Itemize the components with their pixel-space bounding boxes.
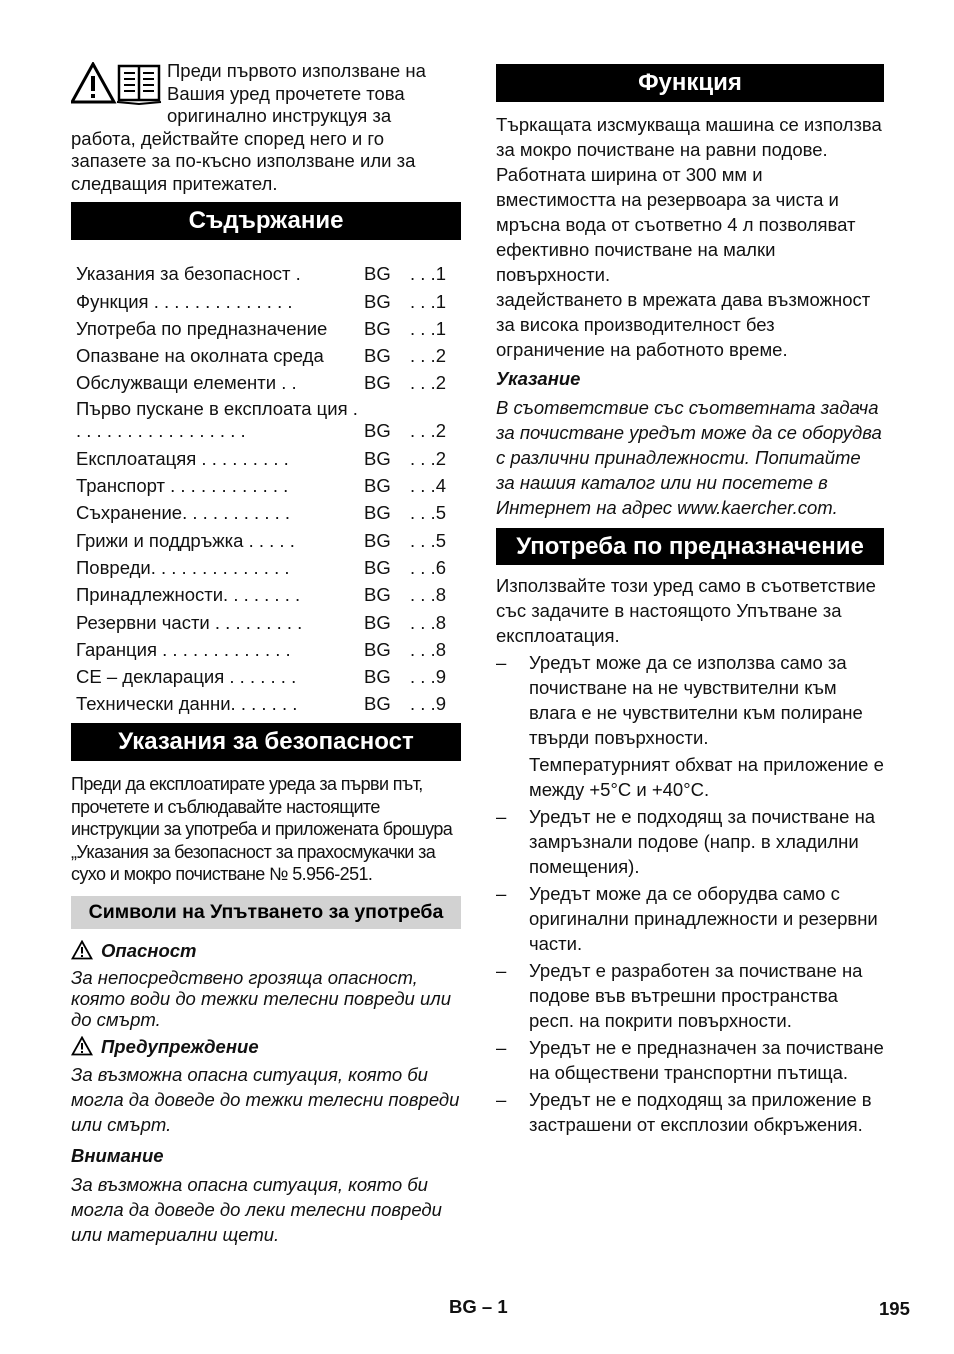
toc-code: BG	[364, 556, 391, 578]
toc-page: . . .9	[410, 693, 446, 715]
toc-code: BG	[364, 372, 391, 394]
caution-text: За възможна опасна ситуация, която би могла да доведе до леки телесни повреди или материални щети.	[71, 1173, 442, 1245]
toc-page: . . .5	[410, 502, 446, 524]
danger-label-row	[71, 938, 461, 963]
list-item	[496, 1087, 884, 1137]
toc-code: BG	[364, 263, 391, 285]
danger-text: За непосредствено грозяща опасност, която води до тежки телесни повреди или до смърт.	[71, 966, 451, 1030]
dash-bullet: –	[496, 883, 507, 904]
caution-label: Внимание	[71, 1144, 164, 1166]
warning-label: Предупреждение	[101, 1035, 259, 1057]
list-item	[496, 804, 884, 879]
toc-title: Съхранение. . . . . . . . . . .	[76, 502, 291, 524]
toc-page: . . .6	[410, 556, 446, 578]
symbols-heading: Символи на Упътването за употреба	[71, 896, 461, 929]
left-column	[71, 60, 461, 1247]
toc-page: . . .8	[410, 584, 446, 606]
toc-code: BG	[364, 529, 391, 551]
toc-title: Резервни части . . . . . . . . .	[76, 611, 303, 633]
intro-text: Преди първото използване на Вашия уред прочетете това оригинално инструкцуя за работа, действайте според него и го запазете за по-късно използване или за следващия притежател.	[71, 60, 426, 194]
toc-row[interactable]	[71, 661, 461, 688]
warning-and-manual-icons	[71, 62, 163, 106]
list-item	[496, 958, 884, 1033]
function-heading: Функция	[496, 64, 884, 102]
toc-row[interactable]	[71, 394, 461, 442]
toc-code: BG	[364, 345, 391, 367]
toc-row[interactable]	[71, 258, 461, 285]
toc-code: BG	[364, 502, 391, 524]
footer-language-page: BG – 1	[449, 1296, 508, 1317]
toc-title: Първо пускане в експлоата ция . . . . . . . . . . . . . . . . . .	[76, 398, 358, 442]
function-para-2: Работната ширина от 300 мм и вместимостта на резервоара за чиста и мръсна вода от съответно 4 л позволяват ефективно почистване на малки повърхности.	[496, 164, 856, 285]
dash-bullet: –	[496, 960, 507, 981]
toc-page: . . .5	[410, 529, 446, 551]
right-column	[496, 60, 884, 1139]
toc-code: BG	[364, 420, 391, 442]
toc-row[interactable]	[71, 285, 461, 312]
toc-row[interactable]	[71, 313, 461, 340]
toc-row[interactable]	[71, 688, 461, 715]
list-item-text: Уредът е разработен за почистване на подове във вътрешни пространства респ. на покрити повърхности.	[529, 960, 863, 1031]
list-item	[496, 881, 884, 956]
toc-page: . . .2	[410, 372, 446, 394]
toc-page: . . .2	[410, 345, 446, 367]
toc-code: BG	[364, 611, 391, 633]
toc-row[interactable]	[71, 470, 461, 497]
toc-row[interactable]	[71, 340, 461, 367]
intended-use-intro: Използвайте този уред само в съответствие със задачите в настоящото Упътване за експлоатация.	[496, 575, 876, 646]
toc-page: . . .8	[410, 611, 446, 633]
list-item	[496, 650, 884, 750]
toc-code: BG	[364, 584, 391, 606]
contents-heading: Съдържание	[71, 202, 461, 240]
warning-label-row	[71, 1034, 461, 1059]
function-para-3: задействането в мрежата дава възможност за висока производителност без ограничение на работното време.	[496, 289, 871, 360]
warning-triangle-icon	[72, 64, 114, 102]
toc-row[interactable]	[71, 552, 461, 579]
toc-title: CE – декларация . . . . . . .	[76, 666, 297, 688]
toc-title: Транспорт . . . . . . . . . . . .	[76, 475, 289, 497]
toc-title: Принадлежности. . . . . . . .	[76, 584, 301, 606]
toc-title: Опазване на околната среда	[76, 345, 324, 367]
safety-heading: Указания за безопасност	[71, 723, 461, 761]
toc-row[interactable]	[71, 442, 461, 469]
safety-text: Преди да експлоатирате уреда за първи път, прочетете и съблюдавайте настоящите инструкции за употреба и приложената брошура „Указания за безопасност за прахосмукачки за сухо и мокро почистване № 5.956-251.	[71, 774, 453, 885]
toc-page: . . .4	[410, 475, 446, 497]
toc-code: BG	[364, 475, 391, 497]
toc-code: BG	[364, 317, 391, 339]
toc-row[interactable]	[71, 497, 461, 524]
toc-row[interactable]	[71, 634, 461, 661]
toc-page: . . .1	[410, 263, 446, 285]
footer-page-number: 195	[879, 1298, 910, 1319]
list-item	[496, 1035, 884, 1085]
toc-title: Повреди. . . . . . . . . . . . . .	[76, 556, 290, 578]
list-item-text: Уредът може да се оборудва само с оригинални принадлежности и резервни части.	[529, 883, 878, 954]
toc-page: . . .2	[410, 447, 446, 469]
toc-row[interactable]	[71, 367, 461, 394]
toc-title: Указания за безопасност .	[76, 263, 301, 285]
function-para-1: Търкащата изсмукваща машина се използва за мокро почистване на равни подове.	[496, 114, 882, 160]
intro-block	[71, 60, 461, 195]
warning-triangle-icon	[71, 940, 93, 960]
toc-page: . . .8	[410, 638, 446, 660]
toc-title: Обслужващи елементи . .	[76, 372, 297, 394]
intended-use-list-cont	[496, 804, 884, 1137]
intended-use-list	[496, 650, 884, 750]
warning-triangle-icon	[71, 1036, 93, 1056]
toc-title: Технически данни. . . . . . .	[76, 693, 298, 715]
manual-book-icon	[117, 66, 161, 104]
toc-code: BG	[364, 290, 391, 312]
dash-bullet: –	[496, 1037, 507, 1058]
toc-code: BG	[364, 666, 391, 688]
toc-title: Функция . . . . . . . . . . . . . .	[76, 290, 293, 312]
toc-row[interactable]	[71, 524, 461, 551]
toc-page: . . .1	[410, 317, 446, 339]
toc-code: BG	[364, 638, 391, 660]
toc-code: BG	[364, 693, 391, 715]
list-item-subtext: Температурният обхват на приложение е между +5°C и +40°C.	[529, 754, 884, 800]
table-of-contents	[71, 258, 461, 715]
toc-page: . . .2	[410, 420, 446, 442]
danger-label: Опасност	[101, 939, 197, 961]
toc-title: Грижи и поддръжка . . . . .	[76, 529, 295, 551]
toc-page: . . .1	[410, 290, 446, 312]
list-item-text: Уредът не е подходящ за приложение в застрашени от експлозии обкръжения.	[529, 1089, 872, 1135]
intended-use-heading: Употреба по предназначение	[496, 528, 884, 565]
toc-title: Гаранция . . . . . . . . . . . . .	[76, 638, 291, 660]
list-item-text: Уредът не е подходящ за почистване на замръзнали подове (напр. в хладилни помещения).	[529, 806, 876, 877]
toc-code: BG	[364, 447, 391, 469]
toc-row[interactable]	[71, 579, 461, 606]
note-label: Указание	[496, 368, 581, 389]
toc-page: . . .9	[410, 666, 446, 688]
list-item-text: Уредът може да се използва само за почистване на не чувствителни към влага е не чувствителни към полиране твърди повърхности.	[529, 652, 863, 748]
toc-title: Експлоатацяя . . . . . . . . .	[76, 447, 289, 469]
note-text: В съответствие със съответната задача за почистване уредът може да се оборудва с различни принадлежности. Попитайте за нашия каталог или ни посетете в Интернет на адрес www.kaercher.com.	[496, 397, 882, 518]
dash-bullet: –	[496, 1089, 507, 1110]
dash-bullet: –	[496, 652, 507, 673]
list-item-text: Уредът не е предназначен за почистване на обществени транспортни пътища.	[529, 1037, 884, 1083]
warning-text: За възможна опасна ситуация, която би могла да доведе до тежки телесни повреди или смърт.	[71, 1063, 460, 1135]
toc-title: Употреба по предназначение	[76, 317, 328, 339]
toc-row[interactable]	[71, 606, 461, 633]
dash-bullet: –	[496, 806, 507, 827]
